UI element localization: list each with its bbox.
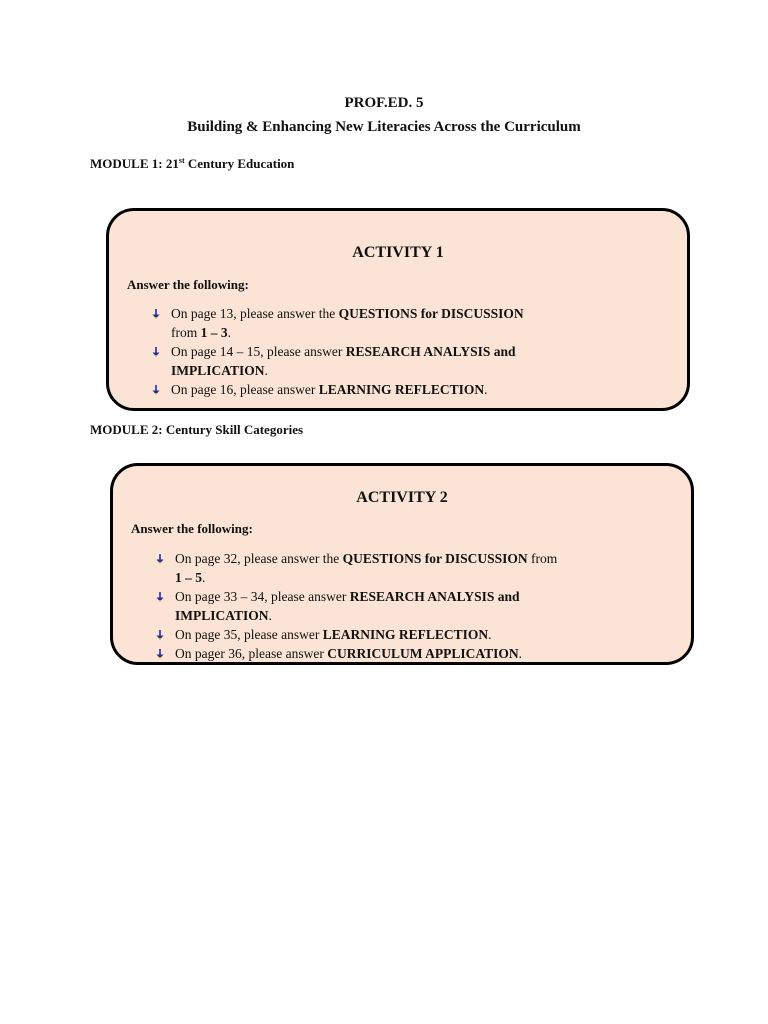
task-text-post: . <box>484 382 488 397</box>
task-text-mid: from <box>527 551 558 566</box>
task-text-pre: On page 13, please answer the <box>171 306 339 321</box>
arrow-down-bullet-icon <box>154 591 166 603</box>
task-text-pre: On page 32, please answer the <box>175 551 343 566</box>
task-text-post: . <box>488 627 492 642</box>
module-1-label-prefix: MODULE 1: 21 <box>90 156 179 171</box>
task-text-post: . <box>202 570 206 585</box>
task-text-bold2: 1 – 3 <box>200 325 228 340</box>
task-text-bold: LEARNING REFLECTION <box>322 627 489 642</box>
arrow-down-bullet-icon <box>154 648 166 660</box>
task-text-bold: RESEARCH ANALYSIS and IMPLICATION <box>171 344 516 378</box>
course-title: Building & Enhancing New Literacies Across the Curriculum <box>187 119 581 135</box>
activity-2-box <box>110 463 694 665</box>
module-1-label <box>90 155 294 173</box>
task-text-bold: RESEARCH ANALYSIS and IMPLICATION <box>175 589 520 623</box>
activity-2-task-item <box>151 625 561 644</box>
activity-1-box <box>106 208 690 411</box>
arrow-down-bullet-icon <box>150 384 162 396</box>
activity-1-task-item <box>147 304 547 342</box>
activity-1-task-list <box>147 304 547 399</box>
course-code: PROF.ED. 5 <box>344 95 424 111</box>
task-text-pre: On page 16, please answer <box>171 382 319 397</box>
activity-1-task-item <box>147 380 547 399</box>
activity-2-task-item <box>151 549 561 587</box>
arrow-down-bullet-icon <box>150 308 162 320</box>
activity-2-instruction: Answer the following: <box>131 521 253 536</box>
task-text-bold2: 1 – 5 <box>175 570 202 585</box>
activity-2-task-item <box>151 644 561 663</box>
task-text-pre: On page 33 – 34, please answer <box>175 589 350 604</box>
task-text-post: . <box>518 646 522 661</box>
task-text-post: . <box>268 608 272 623</box>
activity-1-instruction: Answer the following: <box>127 277 249 292</box>
task-text-pre: On pager 36, please answer <box>175 646 328 661</box>
task-text-bold: CURRICULUM APPLICATION <box>327 646 519 661</box>
activity-2-title: ACTIVITY 2 <box>356 489 448 506</box>
task-text-post: . <box>264 363 268 378</box>
module-1-label-sup: st <box>178 156 185 165</box>
module-1-label-suffix: Century Education <box>184 156 295 171</box>
task-text-mid: from <box>171 325 201 340</box>
module-2-label: MODULE 2: Century Skill Categories <box>90 422 304 437</box>
task-text-pre: On page 35, please answer <box>175 627 323 642</box>
task-text-bold: LEARNING REFLECTION <box>318 382 485 397</box>
activity-2-task-list <box>151 549 561 663</box>
activity-2-task-item <box>151 587 561 625</box>
arrow-down-bullet-icon <box>154 629 166 641</box>
activity-1-title: ACTIVITY 1 <box>352 244 444 261</box>
task-text-post: . <box>227 325 231 340</box>
task-text-bold: QUESTIONS for DISCUSSION <box>342 551 528 566</box>
arrow-down-bullet-icon <box>150 346 162 358</box>
task-text-bold: QUESTIONS for DISCUSSION <box>338 306 524 321</box>
activity-1-task-item <box>147 342 547 380</box>
arrow-down-bullet-icon <box>154 553 166 565</box>
task-text-pre: On page 14 – 15, please answer <box>171 344 346 359</box>
